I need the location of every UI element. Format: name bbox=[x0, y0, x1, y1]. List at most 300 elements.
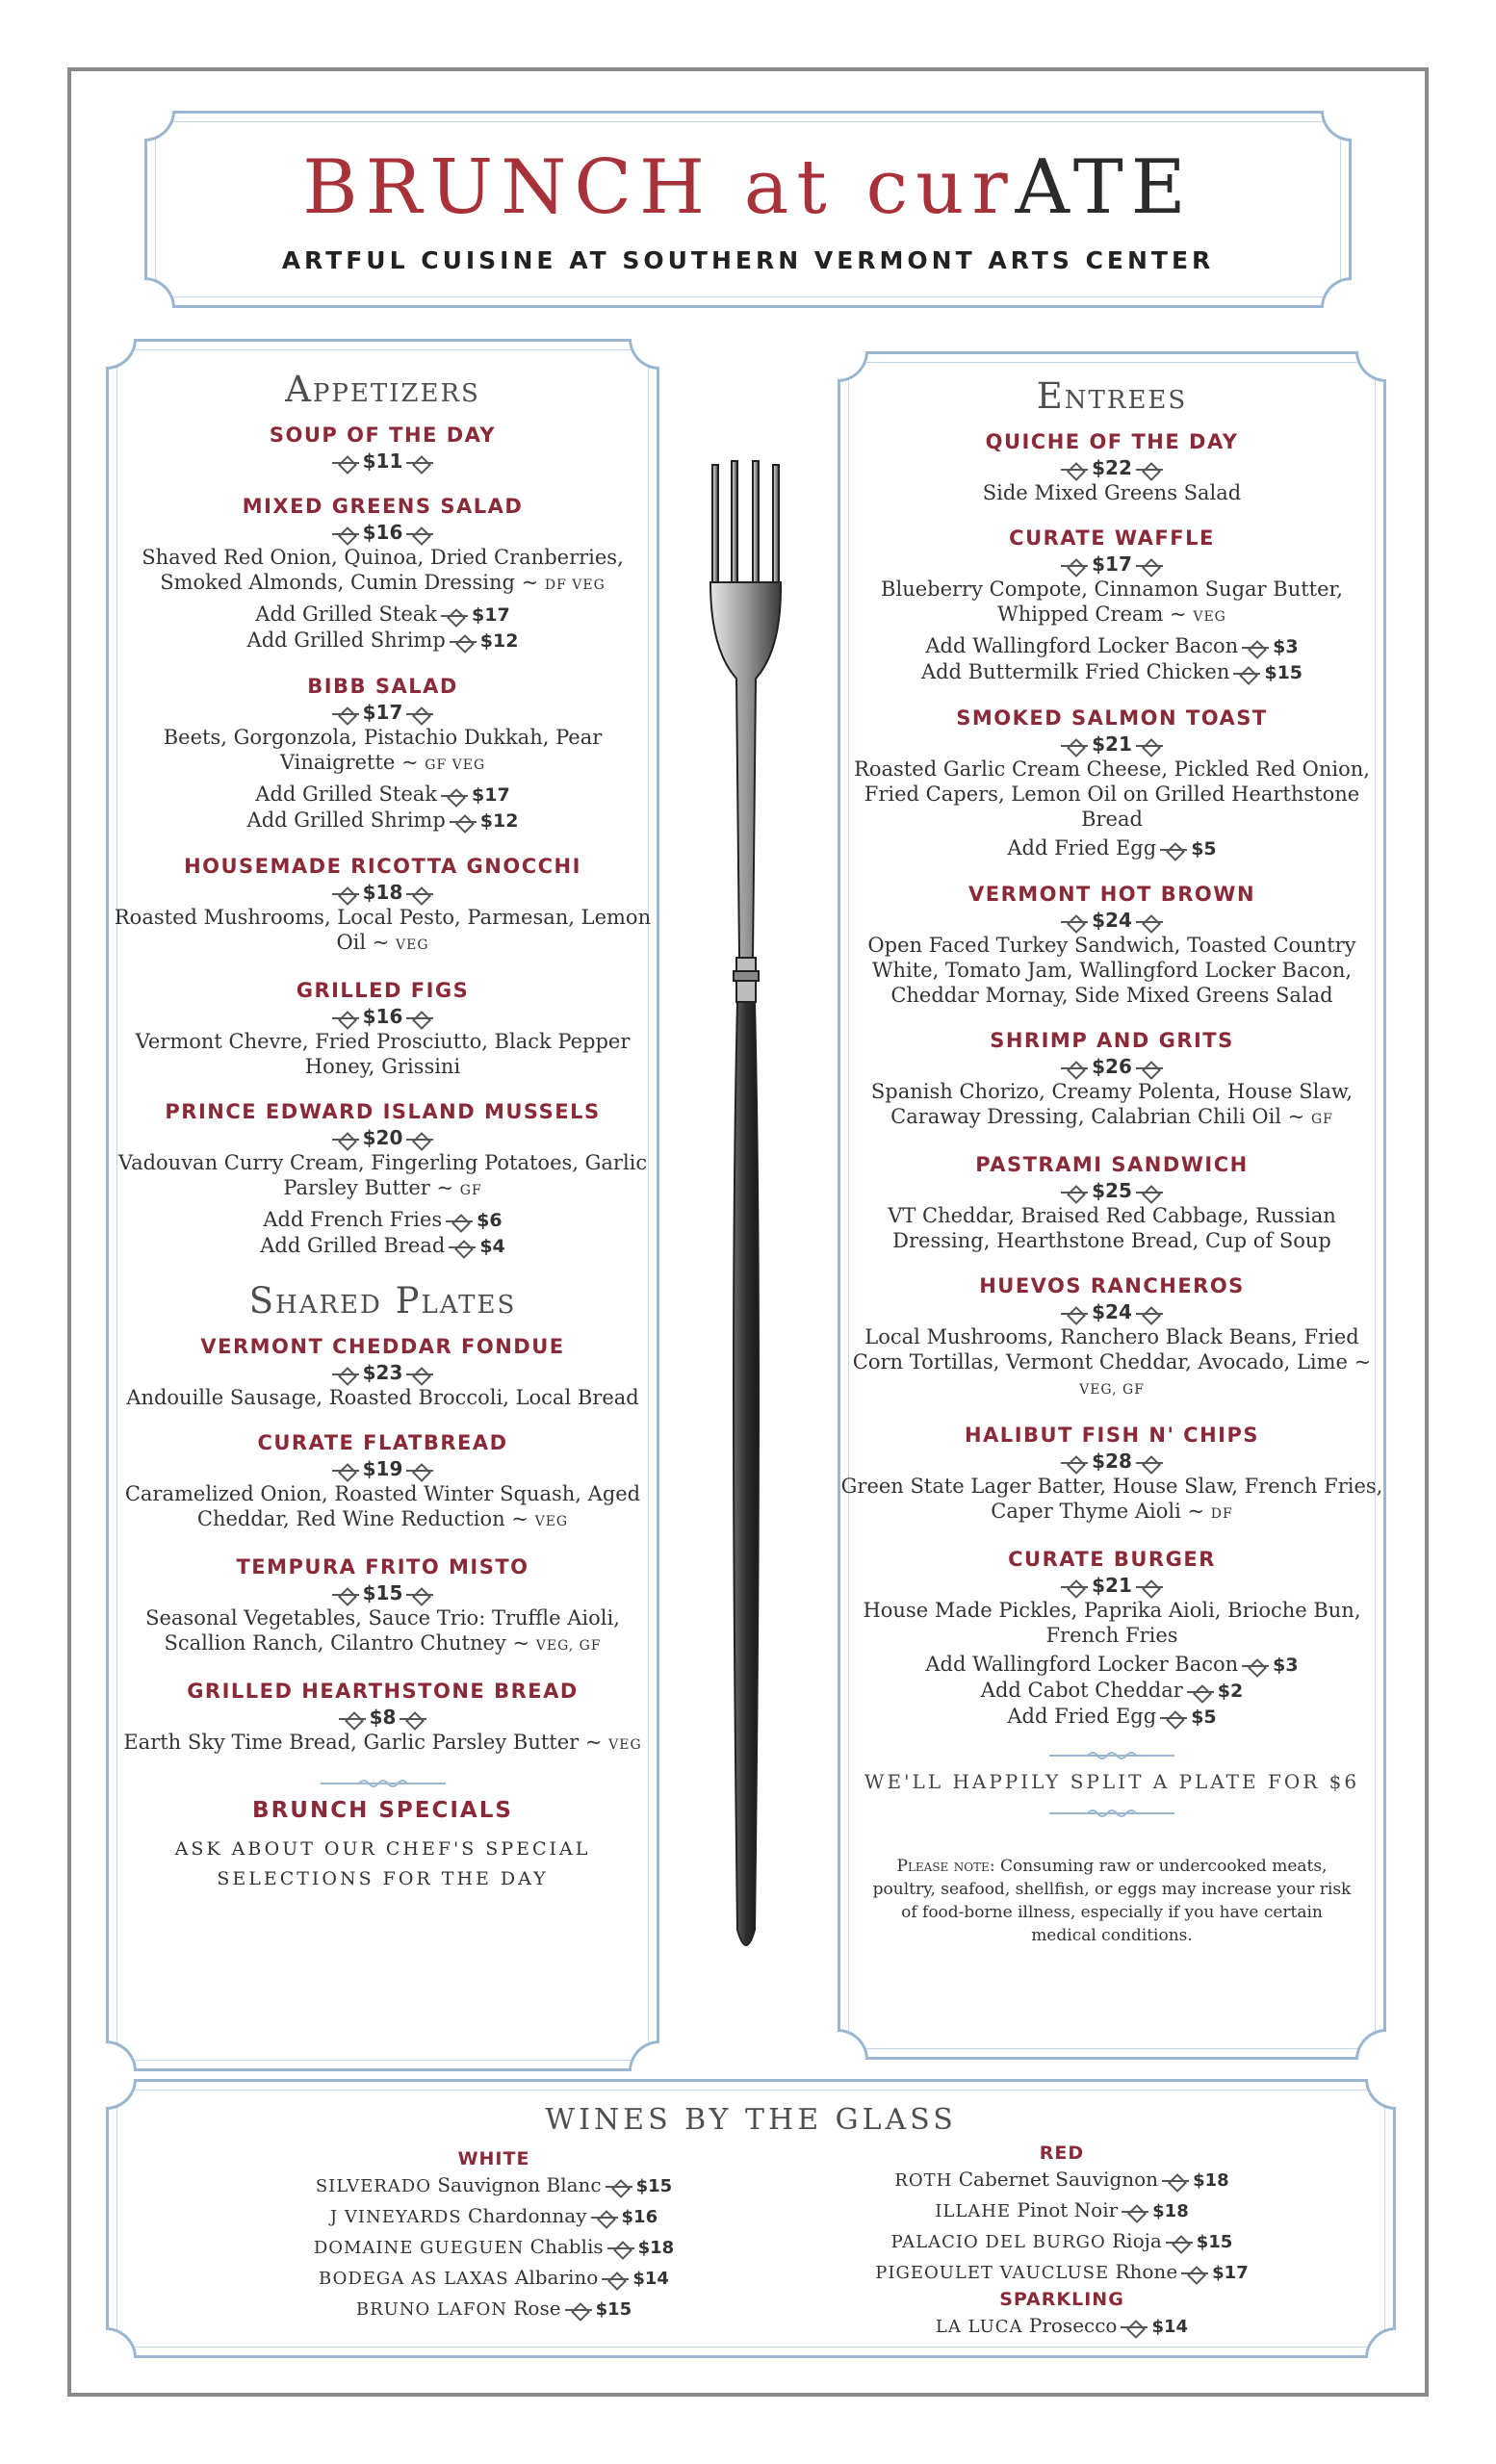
addon-price: $6 bbox=[477, 1210, 503, 1231]
menu-item-price-row bbox=[840, 455, 1383, 480]
diamond-divider-icon bbox=[1126, 2320, 1142, 2335]
shared-plates-list bbox=[109, 1333, 657, 1758]
menu-item-addons bbox=[840, 1652, 1383, 1730]
wine-price: $15 bbox=[1196, 2232, 1233, 2252]
menu-item-name: QUICHE OF THE DAY bbox=[985, 430, 1239, 453]
menu-item-description bbox=[109, 1150, 657, 1203]
addon-price: $5 bbox=[1191, 838, 1217, 860]
diamond-divider-icon bbox=[338, 455, 353, 471]
addon-label: Add Wallingford Locker Bacon bbox=[925, 634, 1239, 657]
menu-item bbox=[840, 1151, 1383, 1253]
menu-item-price-row bbox=[109, 700, 657, 725]
menu-item-price: $15 bbox=[362, 1581, 403, 1604]
appetizers-list bbox=[109, 422, 657, 1259]
dietary-tag: VEG bbox=[608, 1737, 642, 1753]
menu-item-name: HOUSEMADE RICOTTA GNOCCHI bbox=[184, 855, 581, 878]
menu-item-description-text: Local Mushrooms, Ranchero Black Beans, Fried Corn Tortillas, Vermont Cheddar, Avocado, Lime ~ bbox=[852, 1325, 1372, 1373]
diamond-divider-icon bbox=[412, 1463, 427, 1478]
menu-item-description bbox=[840, 577, 1383, 629]
sparkling-wines-heading: SPARKLING bbox=[999, 2289, 1124, 2310]
menu-title bbox=[147, 144, 1349, 231]
menu-item-name: VERMONT HOT BROWN bbox=[967, 883, 1256, 906]
menu-item-description bbox=[109, 1481, 657, 1534]
menu-item-price-row bbox=[840, 1449, 1383, 1474]
red-wines-list bbox=[802, 2165, 1322, 2288]
diamond-divider-icon bbox=[338, 886, 353, 902]
menu-item-price: $11 bbox=[362, 449, 403, 473]
menu-item-description bbox=[840, 1203, 1383, 1253]
dietary-tag: VEG bbox=[534, 1514, 569, 1529]
diamond-divider-icon bbox=[412, 526, 427, 542]
brunch-specials-text bbox=[109, 1835, 657, 1894]
menu-item bbox=[109, 493, 657, 654]
addon-label: Add Fried Egg bbox=[1007, 836, 1157, 860]
wine-varietal: Cabernet Sauvignon bbox=[958, 2168, 1159, 2191]
diamond-divider-icon bbox=[455, 634, 471, 650]
white-wines-heading: WHITE bbox=[457, 2148, 530, 2169]
menu-item-description bbox=[840, 1474, 1383, 1527]
menu-item-description-text: Green State Lager Batter, House Slaw, French Fries, Caper Thyme Aioli ~ bbox=[840, 1475, 1383, 1523]
menu-item-name: TEMPURA FRITO MISTO bbox=[236, 1555, 529, 1578]
menu-item-price-row bbox=[109, 1456, 657, 1481]
right-menu-panel bbox=[838, 351, 1386, 2060]
menu-item-addons bbox=[840, 633, 1383, 685]
menu-item-description bbox=[109, 1385, 657, 1410]
menu-item bbox=[109, 1333, 657, 1410]
menu-item-price-row bbox=[109, 449, 657, 474]
diamond-divider-icon bbox=[1172, 2235, 1187, 2250]
addon-price: $3 bbox=[1273, 1655, 1299, 1676]
addon-label: Add Grilled Steak bbox=[255, 603, 438, 626]
menu-item bbox=[840, 525, 1383, 685]
wine-row bbox=[802, 2311, 1322, 2342]
menu-item-addons bbox=[109, 1207, 657, 1259]
diamond-divider-icon bbox=[338, 526, 353, 542]
menu-item-description-text: Roasted Garlic Cream Cheese, Pickled Red Onion, Fried Capers, Lemon Oil on Grilled Hearthstone Bread bbox=[854, 757, 1370, 831]
red-wines-heading: RED bbox=[1039, 2143, 1085, 2164]
menu-item-description bbox=[840, 933, 1383, 1008]
wine-varietal: Sauvignon Blanc bbox=[437, 2173, 602, 2196]
addon-row bbox=[109, 1233, 657, 1259]
addon-price: $3 bbox=[1273, 636, 1299, 657]
title-part-ate: ATE bbox=[1015, 144, 1194, 231]
please-note-text: Consuming raw or undercooked meats, poultry, seafood, shellfish, or eggs may increase your risk of food-borne illness, especially if you have certain medical conditions. bbox=[872, 1857, 1352, 1945]
menu-item-name: VERMONT CHEDDAR FONDUE bbox=[200, 1335, 565, 1358]
diamond-divider-icon bbox=[1239, 666, 1254, 681]
wine-row bbox=[802, 2257, 1322, 2288]
menu-item-price-row bbox=[840, 1573, 1383, 1598]
menu-item-name: PRINCE EDWARD ISLAND MUSSELS bbox=[165, 1100, 601, 1123]
specials-line-2: SELECTIONS FOR THE DAY bbox=[217, 1868, 549, 1889]
addon-label: Add French Fries bbox=[263, 1208, 443, 1231]
addon-label: Add Fried Egg bbox=[1007, 1705, 1157, 1728]
diamond-divider-icon bbox=[597, 2210, 612, 2225]
diamond-divider-icon bbox=[1142, 1185, 1157, 1200]
menu-item-price: $25 bbox=[1092, 1179, 1132, 1202]
diamond-divider-icon bbox=[447, 788, 462, 804]
diamond-divider-icon bbox=[1067, 738, 1082, 754]
dietary-tag: DF VEG bbox=[544, 578, 606, 593]
left-menu-panel bbox=[106, 339, 659, 2071]
menu-item-name: GRILLED HEARTHSTONE BREAD bbox=[187, 1680, 579, 1703]
wine-price: $16 bbox=[621, 2207, 658, 2227]
right-menu-column bbox=[840, 375, 1383, 1947]
menu-item-price: $17 bbox=[1092, 552, 1132, 576]
menu-item bbox=[109, 1553, 657, 1658]
menu-item-description-text: Roasted Mushrooms, Local Pesto, Parmesan, Lemon Oil ~ bbox=[114, 906, 652, 954]
menu-item-description bbox=[840, 480, 1383, 505]
wine-row bbox=[224, 2170, 763, 2201]
addon-label: Add Grilled Steak bbox=[255, 783, 438, 806]
menu-item-name: HALIBUT FISH N' CHIPS bbox=[964, 1424, 1260, 1447]
diamond-divider-icon bbox=[1067, 558, 1082, 574]
menu-item bbox=[840, 881, 1383, 1008]
diamond-divider-icon bbox=[1168, 2173, 1183, 2189]
specials-line-1: ASK ABOUT OUR CHEF'S SPECIAL bbox=[174, 1838, 591, 1860]
menu-item bbox=[109, 1098, 657, 1259]
addon-price: $12 bbox=[479, 810, 519, 832]
menu-item-price-row bbox=[840, 1054, 1383, 1079]
menu-item bbox=[109, 977, 657, 1079]
addon-row bbox=[109, 808, 657, 834]
menu-item-price-row bbox=[109, 520, 657, 545]
wine-price: $15 bbox=[595, 2299, 632, 2320]
addon-price: $2 bbox=[1217, 1681, 1244, 1702]
diamond-divider-icon bbox=[451, 1214, 467, 1229]
wine-price: $14 bbox=[1151, 2317, 1189, 2337]
diamond-divider-icon bbox=[454, 1240, 470, 1255]
wine-price: $18 bbox=[637, 2238, 675, 2258]
menu-item bbox=[840, 705, 1383, 861]
diamond-divider-icon bbox=[1248, 1658, 1263, 1674]
menu-item-description-text: Earth Sky Time Bread, Garlic Parsley Butter ~ bbox=[123, 1731, 603, 1754]
menu-item-price: $19 bbox=[362, 1457, 403, 1480]
menu-item-price-row bbox=[109, 1360, 657, 1385]
menu-item-description bbox=[840, 1598, 1383, 1648]
title-part-brunch: BRUNCH at cur bbox=[302, 144, 1016, 231]
addon-row bbox=[109, 628, 657, 654]
diamond-divider-icon bbox=[338, 1367, 353, 1382]
menu-item-description-text: VT Cheddar, Braised Red Cabbage, Russian Dressing, Hearthstone Bread, Cup of Soup bbox=[888, 1204, 1336, 1252]
wine-producer: ILLAHE bbox=[935, 2201, 1012, 2221]
addon-price: $17 bbox=[472, 604, 510, 626]
entrees-list bbox=[840, 428, 1383, 1730]
wine-producer: SILVERADO bbox=[315, 2176, 431, 2196]
menu-header bbox=[144, 111, 1352, 308]
menu-item-description-text: House Made Pickles, Paprika Aioli, Brioche Bun, French Fries bbox=[863, 1599, 1361, 1647]
diamond-divider-icon bbox=[1193, 1684, 1208, 1700]
wines-title: WINES BY THE GLASS bbox=[545, 2103, 957, 2137]
menu-item-price: $18 bbox=[362, 881, 403, 904]
wine-producer: PIGEOULET VAUCLUSE bbox=[875, 2263, 1110, 2283]
menu-item-name: SOUP OF THE DAY bbox=[269, 424, 497, 447]
addon-row bbox=[840, 835, 1383, 861]
wines-panel bbox=[106, 2079, 1396, 2358]
menu-item-description bbox=[109, 905, 657, 958]
menu-item-name: SMOKED SALMON TOAST bbox=[956, 706, 1268, 730]
menu-item-price: $22 bbox=[1092, 456, 1132, 479]
menu-item-price: $28 bbox=[1092, 1450, 1132, 1473]
white-wines-list bbox=[224, 2170, 763, 2324]
diamond-divider-icon bbox=[1142, 1455, 1157, 1471]
menu-item-price-row bbox=[840, 732, 1383, 757]
wine-producer: BODEGA AS LAXAS bbox=[319, 2269, 509, 2289]
wine-price: $17 bbox=[1212, 2263, 1249, 2283]
diamond-divider-icon bbox=[1067, 1185, 1082, 1200]
addon-row bbox=[109, 782, 657, 808]
diamond-divider-icon bbox=[1142, 1579, 1157, 1595]
diamond-divider-icon bbox=[1067, 1579, 1082, 1595]
wine-producer: ROTH bbox=[894, 2170, 953, 2191]
wine-varietal: Pinot Noir bbox=[1017, 2198, 1119, 2221]
menu-item-description-text: Shaved Red Onion, Quinoa, Dried Cranberries, Smoked Almonds, Cumin Dressing ~ bbox=[142, 546, 624, 594]
menu-item-price-row bbox=[840, 1178, 1383, 1203]
addon-price: $5 bbox=[1191, 1707, 1217, 1728]
diamond-divider-icon bbox=[1142, 558, 1157, 574]
diamond-divider-icon bbox=[1067, 462, 1082, 477]
wine-producer: J VINEYARDS bbox=[329, 2207, 462, 2227]
entrees-heading: Entrees bbox=[1036, 375, 1188, 417]
diamond-divider-icon bbox=[338, 1132, 353, 1147]
wine-producer: PALACIO DEL BURGO bbox=[890, 2232, 1106, 2252]
menu-item-description-text: Andouille Sausage, Roasted Broccoli, Local Bread bbox=[126, 1386, 639, 1409]
menu-item-description-text: Spanish Chorizo, Creamy Polenta, House Slaw, Caraway Dressing, Calabrian Chili Oil ~ bbox=[870, 1080, 1354, 1128]
dietary-tag: GF bbox=[1310, 1112, 1333, 1127]
menu-item-price: $24 bbox=[1092, 1300, 1132, 1323]
menu-item-addons bbox=[109, 602, 657, 654]
menu-item-name: CURATE BURGER bbox=[1008, 1548, 1216, 1571]
menu-item-description-text: Blueberry Compote, Cinnamon Sugar Butter, Whipped Cream ~ bbox=[881, 578, 1343, 626]
menu-item-description bbox=[840, 757, 1383, 832]
menu-item-description-text: Caramelized Onion, Roasted Winter Squash, Aged Cheddar, Red Wine Reduction ~ bbox=[124, 1482, 641, 1530]
diamond-divider-icon bbox=[1142, 1306, 1157, 1322]
sparkling-wines-list bbox=[802, 2311, 1322, 2342]
diamond-divider-icon bbox=[1166, 1710, 1181, 1726]
menu-item-price: $16 bbox=[362, 1005, 403, 1028]
please-note-label: Please note: bbox=[896, 1857, 995, 1876]
diamond-divider-icon bbox=[1067, 1061, 1082, 1076]
wine-row bbox=[224, 2201, 763, 2232]
menu-item bbox=[109, 1429, 657, 1534]
addon-row bbox=[840, 1678, 1383, 1704]
menu-item-price: $24 bbox=[1092, 909, 1132, 932]
dietary-tag: GF bbox=[459, 1183, 482, 1198]
addon-label: Add Wallingford Locker Bacon bbox=[925, 1653, 1239, 1676]
wine-varietal: Chardonnay bbox=[468, 2204, 587, 2227]
diamond-divider-icon bbox=[412, 1367, 427, 1382]
menu-item bbox=[109, 673, 657, 834]
menu-item bbox=[840, 1272, 1383, 1402]
wine-price: $18 bbox=[1152, 2201, 1189, 2221]
menu-item-price: $21 bbox=[1092, 1574, 1132, 1597]
diamond-divider-icon bbox=[412, 1587, 427, 1603]
diamond-divider-icon bbox=[345, 1711, 360, 1727]
menu-item bbox=[840, 428, 1383, 505]
diamond-divider-icon bbox=[412, 706, 427, 722]
menu-item-price-row bbox=[109, 1125, 657, 1150]
wine-price: $14 bbox=[632, 2269, 669, 2289]
menu-item-description-text: Side Mixed Greens Salad bbox=[982, 481, 1242, 504]
menu-item-name: HUEVOS RANCHEROS bbox=[979, 1274, 1245, 1297]
wine-row bbox=[802, 2226, 1322, 2257]
menu-item-price: $23 bbox=[362, 1361, 403, 1384]
diamond-divider-icon bbox=[1142, 462, 1157, 477]
wine-row bbox=[224, 2294, 763, 2324]
menu-item-price: $17 bbox=[362, 701, 403, 724]
diamond-divider-icon bbox=[447, 608, 462, 624]
menu-item-price: $20 bbox=[362, 1126, 403, 1149]
addon-row bbox=[840, 1652, 1383, 1678]
wine-row bbox=[224, 2232, 763, 2263]
menu-item-name: CURATE WAFFLE bbox=[1009, 526, 1215, 550]
diamond-divider-icon bbox=[338, 706, 353, 722]
wine-producer: DOMAINE GUEGUEN bbox=[313, 2238, 525, 2258]
appetizers-heading: Appetizers bbox=[285, 369, 480, 410]
menu-item-name: CURATE FLATBREAD bbox=[257, 1431, 508, 1454]
wine-price: $15 bbox=[635, 2176, 673, 2196]
diamond-divider-icon bbox=[412, 455, 427, 471]
menu-item-description bbox=[109, 1605, 657, 1658]
addon-row bbox=[840, 633, 1383, 659]
dietary-tag: VEG bbox=[1193, 609, 1226, 625]
diamond-divider-icon bbox=[412, 1132, 427, 1147]
menu-item-price-row bbox=[109, 1580, 657, 1605]
health-advisory-note bbox=[840, 1855, 1383, 1947]
fork-illustration-icon bbox=[684, 457, 809, 1968]
addon-label: Add Buttermilk Fried Chicken bbox=[920, 660, 1230, 683]
diamond-divider-icon bbox=[455, 814, 471, 830]
menu-item bbox=[840, 1546, 1383, 1730]
menu-item-name: MIXED GREENS SALAD bbox=[242, 495, 524, 518]
diamond-divider-icon bbox=[1067, 1455, 1082, 1471]
addon-label: Add Grilled Shrimp bbox=[246, 808, 446, 832]
menu-item-price-row bbox=[840, 552, 1383, 577]
dietary-tag: VEG, GF bbox=[1079, 1382, 1145, 1398]
addon-row bbox=[840, 659, 1383, 685]
wine-varietal: Prosecco bbox=[1028, 2314, 1118, 2337]
decorative-swash-icon bbox=[1049, 1749, 1174, 1762]
diamond-divider-icon bbox=[1127, 2204, 1143, 2220]
dietary-tag: DF bbox=[1210, 1506, 1233, 1522]
wine-varietal: Albarino bbox=[514, 2266, 599, 2289]
addon-price: $12 bbox=[479, 630, 519, 652]
menu-item-price-row bbox=[109, 1705, 657, 1730]
menu-item-price: $8 bbox=[369, 1706, 397, 1729]
wine-producer: LA LUCA bbox=[935, 2317, 1023, 2337]
menu-subtitle: ARTFUL CUISINE AT SOUTHERN VERMONT ARTS CENTER bbox=[281, 246, 1215, 274]
wine-row bbox=[802, 2195, 1322, 2226]
decorative-swash-icon bbox=[1049, 1807, 1174, 1820]
diamond-divider-icon bbox=[571, 2302, 586, 2318]
menu-item-description bbox=[109, 1029, 657, 1079]
wine-varietal: Rhone bbox=[1115, 2260, 1178, 2283]
menu-item-description bbox=[109, 1730, 657, 1758]
diamond-divider-icon bbox=[1067, 1306, 1082, 1322]
wine-varietal: Chablis bbox=[529, 2235, 604, 2258]
dietary-tag: VEG bbox=[396, 937, 429, 953]
split-plate-note: WE'LL HAPPILY SPLIT A PLATE FOR $6 bbox=[864, 1770, 1360, 1793]
addon-row bbox=[109, 1207, 657, 1233]
menu-item-price-row bbox=[109, 880, 657, 905]
diamond-divider-icon bbox=[338, 1587, 353, 1603]
menu-item-description-text: Seasonal Vegetables, Sauce Trio: Truffle Aioli, Scallion Ranch, Cilantro Chutney ~ bbox=[145, 1606, 620, 1655]
wine-varietal: Rioja bbox=[1112, 2229, 1162, 2252]
addon-row bbox=[109, 602, 657, 628]
menu-item-name: SHRIMP AND GRITS bbox=[990, 1029, 1234, 1052]
menu-item-description bbox=[840, 1079, 1383, 1132]
dietary-tag: GF VEG bbox=[425, 757, 486, 773]
diamond-divider-icon bbox=[1067, 914, 1082, 930]
diamond-divider-icon bbox=[611, 2179, 627, 2194]
menu-item-description bbox=[109, 725, 657, 778]
menu-item-description-text: Beets, Gorgonzola, Pistachio Dukkah, Pear Vinaigrette ~ bbox=[163, 726, 603, 774]
menu-item-addons bbox=[840, 835, 1383, 861]
dietary-tag: VEG, GF bbox=[535, 1638, 602, 1654]
menu-item-description bbox=[109, 545, 657, 598]
white-wines-column bbox=[224, 2147, 763, 2324]
diamond-divider-icon bbox=[338, 1011, 353, 1026]
diamond-divider-icon bbox=[405, 1711, 421, 1727]
addon-label: Add Cabot Cheddar bbox=[980, 1679, 1183, 1702]
diamond-divider-icon bbox=[1166, 842, 1181, 858]
diamond-divider-icon bbox=[412, 886, 427, 902]
red-wines-column bbox=[802, 2142, 1322, 2342]
menu-item-price-row bbox=[840, 908, 1383, 933]
wine-row bbox=[802, 2165, 1322, 2195]
diamond-divider-icon bbox=[1187, 2266, 1202, 2281]
addon-price: $15 bbox=[1264, 662, 1303, 683]
menu-item-price: $21 bbox=[1092, 732, 1132, 756]
menu-item bbox=[109, 853, 657, 958]
diamond-divider-icon bbox=[1248, 640, 1263, 655]
menu-item-name: BIBB SALAD bbox=[307, 675, 458, 698]
diamond-divider-icon bbox=[607, 2272, 623, 2287]
wine-producer: BRUNO LAFON bbox=[355, 2299, 507, 2320]
menu-item-price-row bbox=[840, 1299, 1383, 1324]
menu-item-name: GRILLED FIGS bbox=[296, 979, 470, 1002]
menu-item-description-text: Vadouvan Curry Cream, Fingerling Potatoes, Garlic Parsley Butter ~ bbox=[117, 1151, 648, 1199]
decorative-swash-icon bbox=[321, 1777, 446, 1790]
diamond-divider-icon bbox=[412, 1011, 427, 1026]
diamond-divider-icon bbox=[1142, 738, 1157, 754]
wine-varietal: Rose bbox=[513, 2297, 561, 2320]
diamond-divider-icon bbox=[613, 2241, 629, 2256]
menu-item bbox=[109, 1678, 657, 1758]
brunch-specials-title: BRUNCH SPECIALS bbox=[252, 1798, 513, 1823]
menu-item bbox=[109, 422, 657, 474]
wine-row bbox=[224, 2263, 763, 2294]
menu-item bbox=[840, 1027, 1383, 1132]
menu-item-name: PASTRAMI SANDWICH bbox=[975, 1153, 1249, 1176]
menu-item-description-text: Open Faced Turkey Sandwich, Toasted Country White, Tomato Jam, Wallingford Locker Bacon, Cheddar Mornay, Side Mixed Greens Salad bbox=[867, 934, 1356, 1007]
left-menu-column bbox=[109, 369, 657, 1894]
menu-item-description bbox=[840, 1324, 1383, 1402]
menu-item-price-row bbox=[109, 1004, 657, 1029]
menu-item-price: $16 bbox=[362, 521, 403, 544]
diamond-divider-icon bbox=[1142, 914, 1157, 930]
menu-item-price: $26 bbox=[1092, 1055, 1132, 1078]
addon-label: Add Grilled Shrimp bbox=[246, 629, 446, 652]
diamond-divider-icon bbox=[1142, 1061, 1157, 1076]
menu-item-description-text: Vermont Chevre, Fried Prosciutto, Black Pepper Honey, Grissini bbox=[135, 1030, 631, 1078]
addon-label: Add Grilled Bread bbox=[260, 1234, 446, 1257]
addon-price: $4 bbox=[479, 1236, 505, 1257]
diamond-divider-icon bbox=[338, 1463, 353, 1478]
shared-plates-heading: Shared Plates bbox=[248, 1280, 517, 1322]
menu-item-addons bbox=[109, 782, 657, 834]
addon-price: $17 bbox=[472, 784, 510, 806]
wine-price: $18 bbox=[1193, 2170, 1229, 2191]
